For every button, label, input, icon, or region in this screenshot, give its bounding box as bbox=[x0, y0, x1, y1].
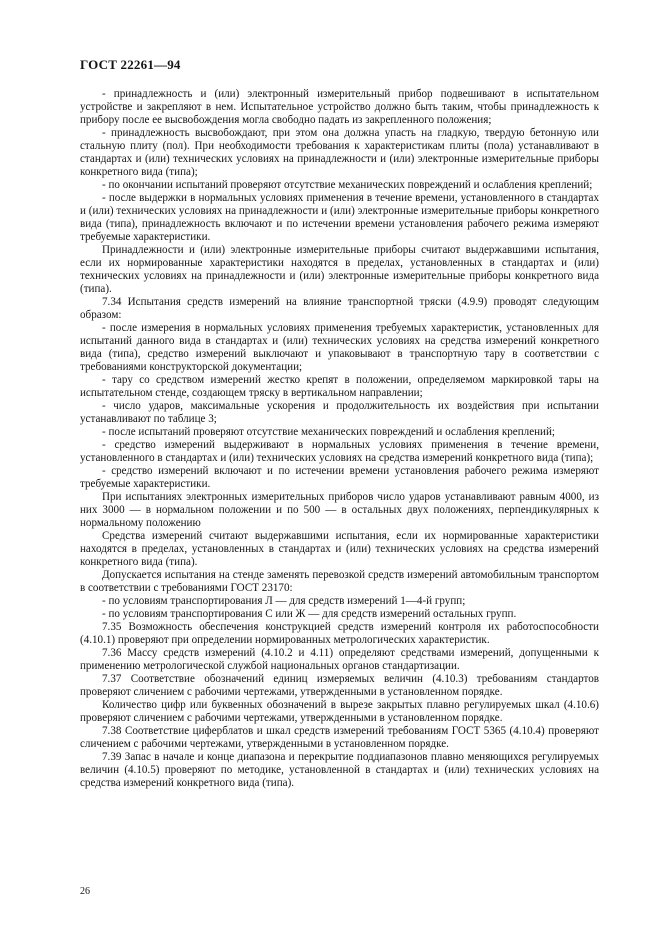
paragraph: - после измерения в нормальных условиях применения требуемых характеристик, установленных для испытаний данного вида в стандартах и (или) технических условиях на средства измерений конкретного вида (типа), средство измерений выключают и упаковывают в транспортную тару в соответствии с требованиями конструкторской документации; bbox=[80, 322, 599, 373]
paragraph: 7.37 Соответствие обозначений единиц измеряемых величин (4.10.3) требованиям стандартов проверяют сличением с рабочими чертежами, утвержденными в установленном порядке. bbox=[80, 673, 599, 698]
document-body bbox=[80, 88, 599, 790]
document-header: ГОСТ 22261—94 bbox=[80, 57, 181, 72]
paragraph: 7.39 Запас в начале и конце диапазона и перекрытие поддиапазонов плавно меняющихся регулируемых величин (4.10.5) проверяют по методике, установленной в стандартах и (или) технических условиях на средства измерений конкретного вида (типа). bbox=[80, 751, 599, 789]
paragraph: Принадлежности и (или) электронные измерительные приборы считают выдержавшими испытания, если их нормированные характеристики находятся в пределах, установленных в стандартах и (или) технических условиях на принадлежности и (или) электронные измерительные приборы конкретного вида (типа). bbox=[80, 244, 599, 295]
paragraph: - после выдержки в нормальных условиях применения в течение времени, установленного в стандартах и (или) технических условиях на принадлежности и (или) электронные измерительные приборы конкретного вида (типа), принадлежность включают и по истечении времени установления рабочего режима измеряют требуемые характеристики. bbox=[80, 192, 599, 243]
paragraph: - принадлежность высвобождают, при этом она должна упасть на гладкую, твердую бетонную или стальную плиту (пол). При необходимости требования к характеристикам плиты (пола) устанавливают в стандартах и (или) технических условиях на принадлежности и (или) электронные измерительные приборы конкретного вида (типа); bbox=[80, 127, 599, 178]
paragraph: - принадлежность и (или) электронный измерительный прибор подвешивают в испытательном устройстве и закрепляют в нем. Испытательное устройство должно быть таким, чтобы принадлежность к прибору после ее высвобождения могла свободно падать из закрепленного положения; bbox=[80, 88, 599, 126]
paragraph: Средства измерений считают выдержавшими испытания, если их нормированные характеристики находятся в пределах, установленных в стандартах и (или) технических условиях на средства измерений конкретного вида (типа). bbox=[80, 530, 599, 568]
paragraph: 7.34 Испытания средств измерений на влияние транспортной тряски (4.9.9) проводят следующим образом: bbox=[80, 296, 599, 321]
paragraph: - средство измерений включают и по истечении времени установления рабочего режима измеряют требуемые характеристики. bbox=[80, 465, 599, 490]
paragraph: - после испытаний проверяют отсутствие механических повреждений и ослабления креплений; bbox=[102, 426, 556, 438]
paragraph: - число ударов, максимальные ускорения и продолжительность их воздействия при испытании устанавливают по таблице 3; bbox=[80, 400, 599, 425]
paragraph: Допускается испытания на стенде заменять перевозкой средств измерений автомобильным транспортом в соответствии с требованиями ГОСТ 23170: bbox=[80, 569, 599, 594]
paragraph: - тару со средством измерений жестко крепят в положении, определяемом маркировкой тары на испытательном стенде, создающем тряску в вертикальном направлении; bbox=[80, 374, 599, 399]
paragraph: - по условиям транспортирования С или Ж — для средств измерений остальных групп. bbox=[102, 608, 517, 620]
paragraph: - по окончании испытаний проверяют отсутствие механических повреждений и ослабления креплений; bbox=[102, 179, 593, 191]
paragraph: Количество цифр или буквенных обозначений в вырезе закрытых плавно регулируемых шкал (4.10.6) проверяют сличением с рабочими чертежами, утвержденными в установленном порядке. bbox=[80, 699, 599, 724]
paragraph: При испытаниях электронных измерительных приборов число ударов устанавливают равным 4000, из них 3000 — в нормальном положении и по 500 — в остальных двух положениях, перпендикулярных к нормальному положению bbox=[80, 491, 599, 529]
paragraph: 7.35 Возможность обеспечения конструкцией средств измерений контроля их работоспособности (4.10.1) проверяют при определении нормированных метрологических характеристик. bbox=[80, 621, 599, 646]
paragraph: 7.36 Массу средств измерений (4.10.2 и 4.11) определяют средствами измерений, допущенными к применению метрологической службой национальных органов стандартизации. bbox=[80, 647, 599, 672]
paragraph: - средство измерений выдерживают в нормальных условиях применения в течение времени, установленного в стандартах и (или) технических условиях на средства измерений конкретного вида (типа); bbox=[80, 439, 599, 464]
page-number: 26 bbox=[80, 886, 90, 897]
paragraph: - по условиям транспортирования Л — для средств измерений 1—4-й групп; bbox=[102, 595, 466, 607]
paragraph: 7.38 Соответствие циферблатов и шкал средств измерений требованиям ГОСТ 5365 (4.10.4) проверяют сличением с рабочими чертежами, утвержденными в установленном порядке. bbox=[80, 725, 599, 750]
